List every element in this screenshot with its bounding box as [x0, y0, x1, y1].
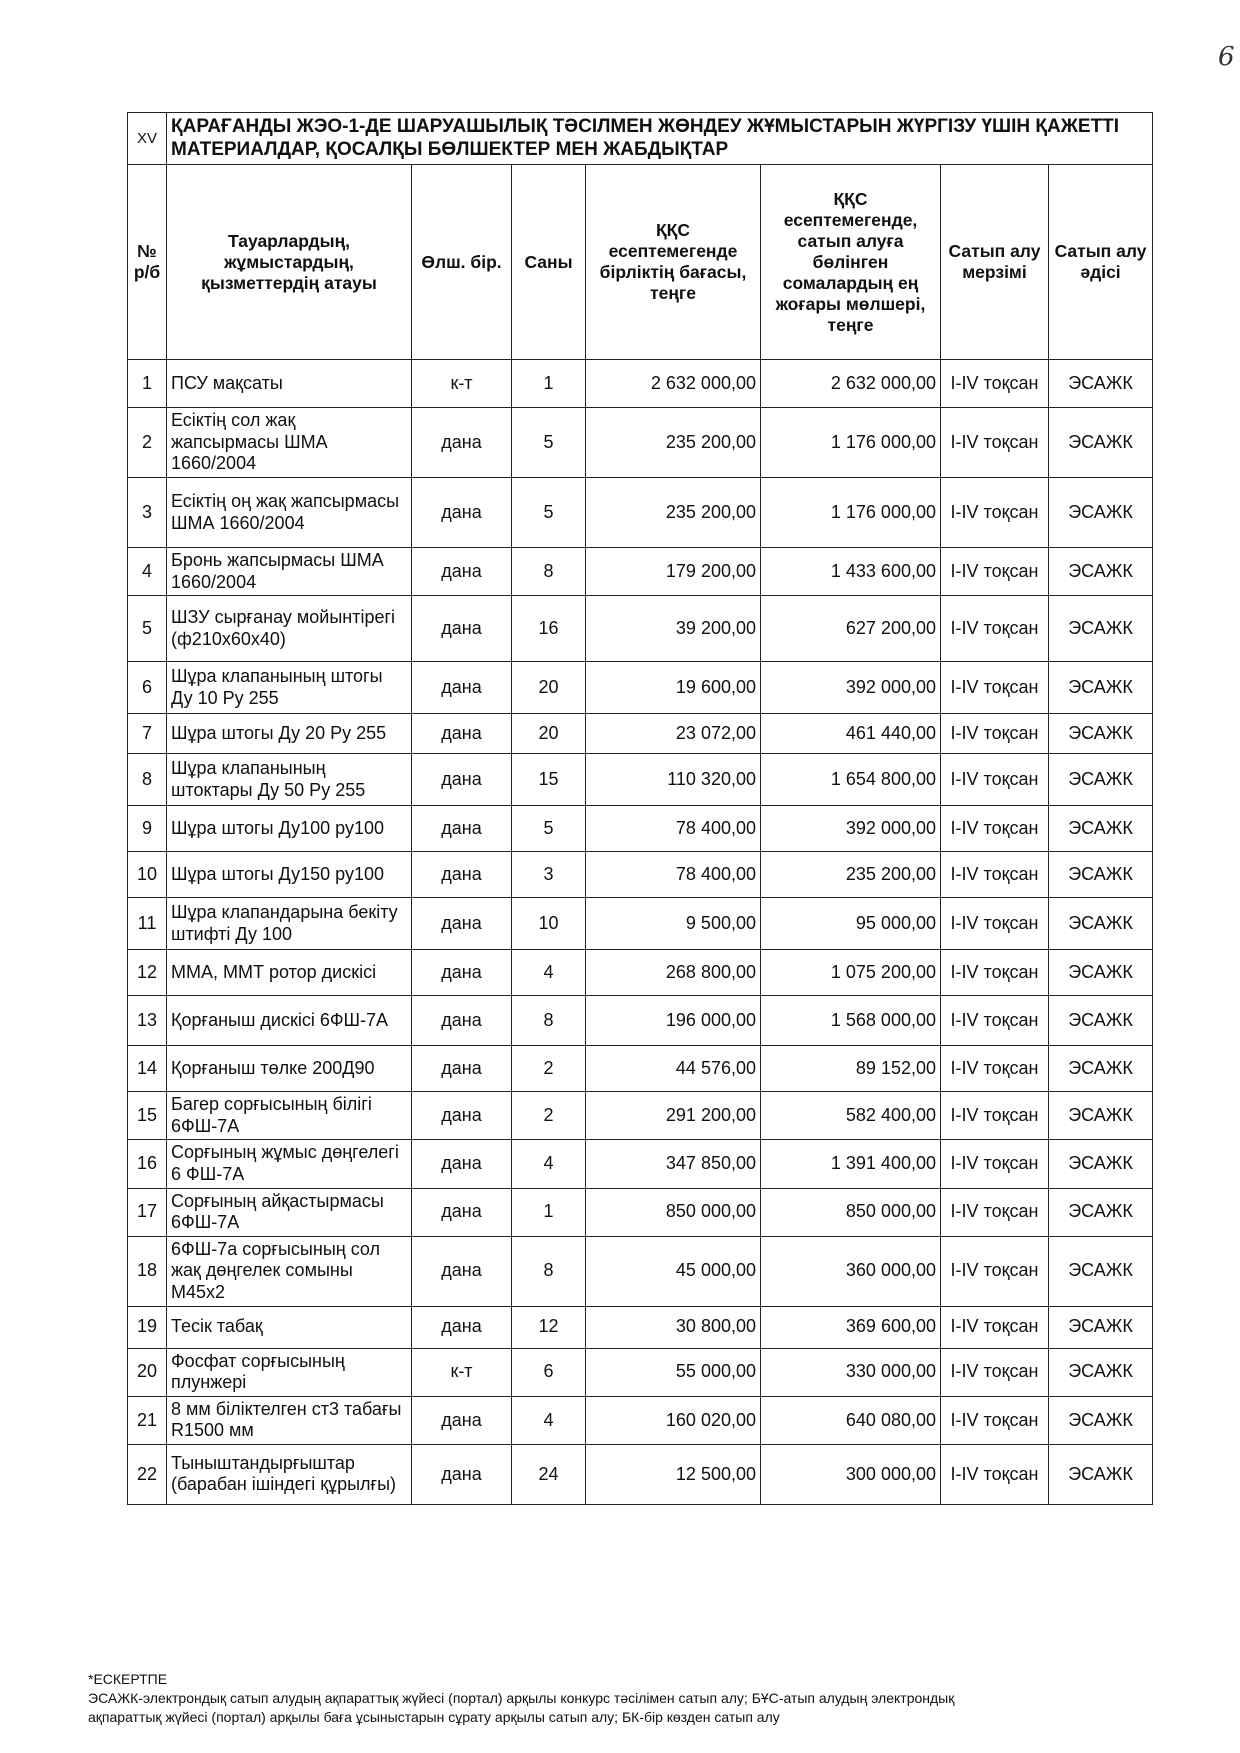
table-row [128, 852, 1153, 898]
total-amount-cell: 1 176 000,00 [761, 478, 941, 548]
period-cell: I-IV тоқсан [941, 662, 1049, 714]
row-number: 15 [128, 1092, 167, 1140]
quantity-cell: 3 [512, 852, 586, 898]
quantity-cell: 4 [512, 1396, 586, 1444]
unit-cell: дана [412, 806, 512, 852]
footnote-line: ЭСАЖК-электрондық сатып алудың ақпараттық жүйесі (портал) арқылы конкурс тәсілімен сатып алу; БҰС-атып алудың электрондық [88, 1689, 955, 1706]
method-cell: ЭСАЖК [1049, 1306, 1153, 1348]
unit-price-cell: 196 000,00 [586, 996, 761, 1046]
quantity-cell: 8 [512, 548, 586, 596]
item-name: Есіктің сол жақ жапсырмасы ШМА 1660/2004 [167, 408, 412, 478]
row-number: 14 [128, 1046, 167, 1092]
period-cell: I-IV тоқсан [941, 1444, 1049, 1504]
unit-cell: дана [412, 478, 512, 548]
total-amount-cell: 627 200,00 [761, 596, 941, 662]
method-cell: ЭСАЖК [1049, 1236, 1153, 1306]
item-name: Шұра штогы Ду 20 Ру 255 [167, 714, 412, 754]
row-number: 19 [128, 1306, 167, 1348]
unit-cell: дана [412, 548, 512, 596]
quantity-cell: 2 [512, 1092, 586, 1140]
quantity-cell: 1 [512, 360, 586, 408]
unit-cell: дана [412, 1444, 512, 1504]
unit-cell: дана [412, 852, 512, 898]
row-number: 12 [128, 950, 167, 996]
method-cell: ЭСАЖК [1049, 754, 1153, 806]
unit-cell: дана [412, 1396, 512, 1444]
table-row [128, 360, 1153, 408]
row-number: 4 [128, 548, 167, 596]
unit-price-cell: 19 600,00 [586, 662, 761, 714]
unit-price-cell: 44 576,00 [586, 1046, 761, 1092]
item-name: 6ФШ-7а сорғысының сол жақ дөңгелек сомыны М45х2 [167, 1236, 412, 1306]
quantity-cell: 1 [512, 1188, 586, 1236]
total-amount-cell: 369 600,00 [761, 1306, 941, 1348]
row-number: 17 [128, 1188, 167, 1236]
unit-cell: дана [412, 596, 512, 662]
table-row [128, 754, 1153, 806]
quantity-cell: 24 [512, 1444, 586, 1504]
unit-price-cell: 179 200,00 [586, 548, 761, 596]
row-number: 1 [128, 360, 167, 408]
method-cell: ЭСАЖК [1049, 806, 1153, 852]
item-name: Сорғының жұмыс дөңгелегі 6 ФШ-7А [167, 1140, 412, 1188]
unit-price-cell: 55 000,00 [586, 1348, 761, 1396]
total-amount-cell: 330 000,00 [761, 1348, 941, 1396]
unit-cell: дана [412, 1236, 512, 1306]
item-name: Қорғаныш төлке 200Д90 [167, 1046, 412, 1092]
page-number: 6 [1218, 42, 1235, 72]
unit-cell: дана [412, 1188, 512, 1236]
item-name: Шұра клапанының штоктары Ду 50 Ру 255 [167, 754, 412, 806]
unit-price-cell: 45 000,00 [586, 1236, 761, 1306]
item-name: ПСУ мақсаты [167, 360, 412, 408]
period-cell: I-IV тоқсан [941, 408, 1049, 478]
unit-price-cell: 347 850,00 [586, 1140, 761, 1188]
period-cell: I-IV тоқсан [941, 1236, 1049, 1306]
table-row [128, 714, 1153, 754]
quantity-cell: 4 [512, 1140, 586, 1188]
header-method: Сатып алу әдісі [1049, 165, 1153, 360]
table-row [128, 548, 1153, 596]
unit-cell: дана [412, 898, 512, 950]
unit-price-cell: 12 500,00 [586, 1444, 761, 1504]
total-amount-cell: 461 440,00 [761, 714, 941, 754]
period-cell: I-IV тоқсан [941, 1092, 1049, 1140]
table-body [128, 360, 1153, 1505]
period-cell: I-IV тоқсан [941, 754, 1049, 806]
section-title: ҚАРАҒАНДЫ ЖЭО-1-ДЕ ШАРУАШЫЛЫҚ ТӘСІЛМЕН ЖӨНДЕУ ЖҰМЫСТАРЫН ЖҮРГІЗУ ҮШІН ҚАЖЕТТІ МАТЕРИАЛДАР, ҚОСАЛҚЫ БӨЛШЕКТЕР МЕН ЖАБДЫҚТАР [167, 113, 1153, 165]
method-cell: ЭСАЖК [1049, 996, 1153, 1046]
table-row [128, 950, 1153, 996]
total-amount-cell: 582 400,00 [761, 1092, 941, 1140]
unit-cell: к-т [412, 1348, 512, 1396]
table-row [128, 478, 1153, 548]
method-cell: ЭСАЖК [1049, 1092, 1153, 1140]
table-row [128, 1396, 1153, 1444]
quantity-cell: 20 [512, 714, 586, 754]
table-row [128, 1444, 1153, 1504]
method-cell: ЭСАЖК [1049, 714, 1153, 754]
item-name: Тесік табақ [167, 1306, 412, 1348]
row-number: 20 [128, 1348, 167, 1396]
header-name: Тауарлардың, жұмыстардың, қызметтердің атауы [167, 165, 412, 360]
method-cell: ЭСАЖК [1049, 548, 1153, 596]
unit-price-cell: 160 020,00 [586, 1396, 761, 1444]
unit-cell: дана [412, 662, 512, 714]
unit-cell: дана [412, 714, 512, 754]
method-cell: ЭСАЖК [1049, 1188, 1153, 1236]
footnote [88, 1670, 1208, 1727]
total-amount-cell: 392 000,00 [761, 806, 941, 852]
total-amount-cell: 1 075 200,00 [761, 950, 941, 996]
item-name: Шұра штогы Ду100 ру100 [167, 806, 412, 852]
period-cell: I-IV тоқсан [941, 996, 1049, 1046]
item-name: Сорғының айқастырмасы 6ФШ-7А [167, 1188, 412, 1236]
row-number: 7 [128, 714, 167, 754]
method-cell: ЭСАЖК [1049, 662, 1153, 714]
period-cell: I-IV тоқсан [941, 852, 1049, 898]
item-name: Тыныштандырғыштар (барабан ішіндегі құрылғы) [167, 1444, 412, 1504]
section-header-row [128, 113, 1153, 165]
header-period: Сатып алу мерзімі [941, 165, 1049, 360]
row-number: 5 [128, 596, 167, 662]
row-number: 18 [128, 1236, 167, 1306]
method-cell: ЭСАЖК [1049, 596, 1153, 662]
quantity-cell: 12 [512, 1306, 586, 1348]
unit-cell: дана [412, 996, 512, 1046]
quantity-cell: 2 [512, 1046, 586, 1092]
period-cell: I-IV тоқсан [941, 596, 1049, 662]
quantity-cell: 8 [512, 996, 586, 1046]
total-amount-cell: 640 080,00 [761, 1396, 941, 1444]
method-cell: ЭСАЖК [1049, 478, 1153, 548]
table-row [128, 1092, 1153, 1140]
unit-price-cell: 268 800,00 [586, 950, 761, 996]
row-number: 11 [128, 898, 167, 950]
method-cell: ЭСАЖК [1049, 360, 1153, 408]
table-row [128, 898, 1153, 950]
unit-price-cell: 9 500,00 [586, 898, 761, 950]
table-row [128, 1236, 1153, 1306]
total-amount-cell: 2 632 000,00 [761, 360, 941, 408]
header-qty: Саны [512, 165, 586, 360]
row-number: 6 [128, 662, 167, 714]
quantity-cell: 5 [512, 806, 586, 852]
row-number: 2 [128, 408, 167, 478]
procurement-table [127, 112, 1153, 1505]
quantity-cell: 15 [512, 754, 586, 806]
table-row [128, 1306, 1153, 1348]
total-amount-cell: 850 000,00 [761, 1188, 941, 1236]
unit-price-cell: 2 632 000,00 [586, 360, 761, 408]
header-total: ҚҚС есептемегенде, сатып алуға бөлінген сомалардың ең жоғары мөлшері, теңге [761, 165, 941, 360]
header-unit: Өлш. бір. [412, 165, 512, 360]
quantity-cell: 10 [512, 898, 586, 950]
item-name: Шұра штогы Ду150 ру100 [167, 852, 412, 898]
period-cell: I-IV тоқсан [941, 1348, 1049, 1396]
method-cell: ЭСАЖК [1049, 408, 1153, 478]
row-number: 16 [128, 1140, 167, 1188]
row-number: 22 [128, 1444, 167, 1504]
period-cell: I-IV тоқсан [941, 1188, 1049, 1236]
method-cell: ЭСАЖК [1049, 1046, 1153, 1092]
quantity-cell: 5 [512, 408, 586, 478]
total-amount-cell: 1 654 800,00 [761, 754, 941, 806]
unit-price-cell: 23 072,00 [586, 714, 761, 754]
period-cell: I-IV тоқсан [941, 898, 1049, 950]
period-cell: I-IV тоқсан [941, 548, 1049, 596]
period-cell: I-IV тоқсан [941, 714, 1049, 754]
period-cell: I-IV тоқсан [941, 360, 1049, 408]
method-cell: ЭСАЖК [1049, 950, 1153, 996]
period-cell: I-IV тоқсан [941, 1396, 1049, 1444]
item-name: ММА, ММТ ротор дискісі [167, 950, 412, 996]
table-row [128, 596, 1153, 662]
total-amount-cell: 89 152,00 [761, 1046, 941, 1092]
quantity-cell: 16 [512, 596, 586, 662]
total-amount-cell: 1 176 000,00 [761, 408, 941, 478]
table-row [128, 662, 1153, 714]
unit-cell: дана [412, 1046, 512, 1092]
section-number: XV [128, 113, 167, 165]
unit-price-cell: 39 200,00 [586, 596, 761, 662]
table-row [128, 1348, 1153, 1396]
total-amount-cell: 95 000,00 [761, 898, 941, 950]
unit-cell: дана [412, 1306, 512, 1348]
method-cell: ЭСАЖК [1049, 1140, 1153, 1188]
table-row [128, 806, 1153, 852]
table-row [128, 408, 1153, 478]
total-amount-cell: 300 000,00 [761, 1444, 941, 1504]
table-row [128, 996, 1153, 1046]
footnote-title: *ЕСКЕРТПЕ [88, 1671, 168, 1687]
item-name: Фосфат сорғысының плунжері [167, 1348, 412, 1396]
unit-cell: дана [412, 754, 512, 806]
row-number: 8 [128, 754, 167, 806]
method-cell: ЭСАЖК [1049, 898, 1153, 950]
unit-price-cell: 78 400,00 [586, 806, 761, 852]
total-amount-cell: 235 200,00 [761, 852, 941, 898]
method-cell: ЭСАЖК [1049, 1396, 1153, 1444]
item-name: Есіктің оң жақ жапсырмасы ШМА 1660/2004 [167, 478, 412, 548]
unit-cell: к-т [412, 360, 512, 408]
period-cell: I-IV тоқсан [941, 950, 1049, 996]
item-name: ШЗУ сырғанау мойынтірегі (ф210х60х40) [167, 596, 412, 662]
unit-cell: дана [412, 950, 512, 996]
unit-cell: дана [412, 1092, 512, 1140]
row-number: 9 [128, 806, 167, 852]
total-amount-cell: 360 000,00 [761, 1236, 941, 1306]
unit-price-cell: 30 800,00 [586, 1306, 761, 1348]
unit-price-cell: 850 000,00 [586, 1188, 761, 1236]
table-row [128, 1046, 1153, 1092]
total-amount-cell: 1 433 600,00 [761, 548, 941, 596]
row-number: 10 [128, 852, 167, 898]
item-name: Шұра клапанының штогы Ду 10 Ру 255 [167, 662, 412, 714]
quantity-cell: 8 [512, 1236, 586, 1306]
row-number: 21 [128, 1396, 167, 1444]
unit-price-cell: 78 400,00 [586, 852, 761, 898]
row-number: 3 [128, 478, 167, 548]
unit-price-cell: 291 200,00 [586, 1092, 761, 1140]
period-cell: I-IV тоқсан [941, 1140, 1049, 1188]
header-price: ҚҚС есептемегенде бірліктің бағасы, теңге [586, 165, 761, 360]
item-name: 8 мм біліктелген ст3 табағы R1500 мм [167, 1396, 412, 1444]
unit-price-cell: 110 320,00 [586, 754, 761, 806]
table-row [128, 1140, 1153, 1188]
unit-cell: дана [412, 408, 512, 478]
item-name: Бронь жапсырмасы ШМА 1660/2004 [167, 548, 412, 596]
total-amount-cell: 1 391 400,00 [761, 1140, 941, 1188]
unit-price-cell: 235 200,00 [586, 478, 761, 548]
column-header-row [128, 165, 1153, 360]
table-row [128, 1188, 1153, 1236]
period-cell: I-IV тоқсан [941, 1306, 1049, 1348]
method-cell: ЭСАЖК [1049, 1348, 1153, 1396]
unit-price-cell: 235 200,00 [586, 408, 761, 478]
unit-cell: дана [412, 1140, 512, 1188]
method-cell: ЭСАЖК [1049, 852, 1153, 898]
item-name: Шұра клапандарына бекіту штифті Ду 100 [167, 898, 412, 950]
total-amount-cell: 392 000,00 [761, 662, 941, 714]
method-cell: ЭСАЖК [1049, 1444, 1153, 1504]
item-name: Қорғаныш дискісі 6ФШ-7А [167, 996, 412, 1046]
row-number: 13 [128, 996, 167, 1046]
footnote-line: ақпараттық жүйесі (портал) арқылы баға ұсыныстарын сұрату арқылы сатып алу; БК-бір көзден сатып алу [88, 1708, 780, 1725]
quantity-cell: 4 [512, 950, 586, 996]
item-name: Багер сорғысының білігі 6ФШ-7А [167, 1092, 412, 1140]
quantity-cell: 6 [512, 1348, 586, 1396]
quantity-cell: 20 [512, 662, 586, 714]
period-cell: I-IV тоқсан [941, 1046, 1049, 1092]
period-cell: I-IV тоқсан [941, 806, 1049, 852]
period-cell: I-IV тоқсан [941, 478, 1049, 548]
header-num: № р/б [128, 165, 167, 360]
total-amount-cell: 1 568 000,00 [761, 996, 941, 1046]
quantity-cell: 5 [512, 478, 586, 548]
